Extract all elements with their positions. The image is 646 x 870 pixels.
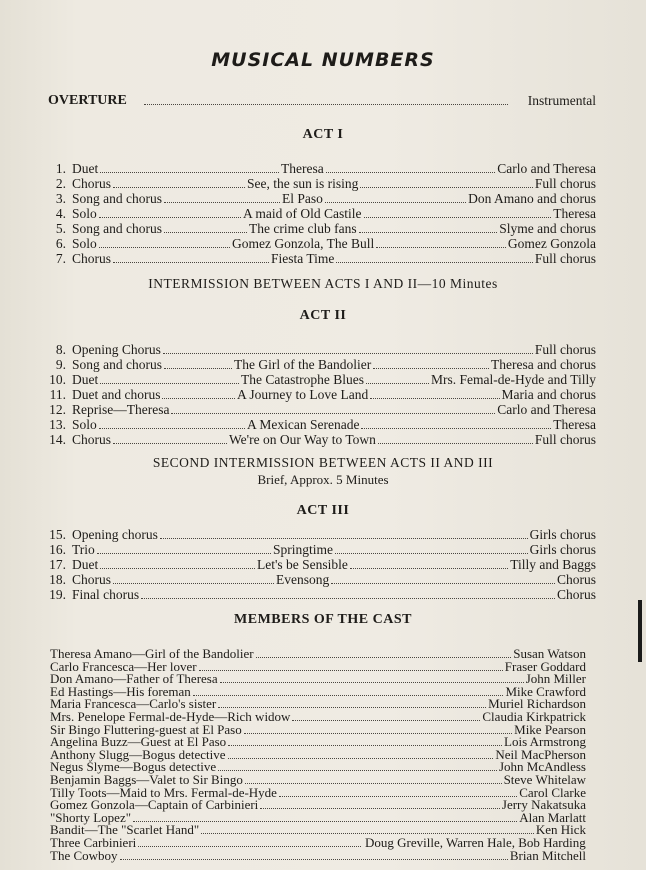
cast-actor: Fraser Goddard bbox=[504, 659, 586, 674]
number-cast: Theresa bbox=[553, 417, 596, 432]
act3-heading: ACT III bbox=[296, 503, 350, 518]
number-cast: Mrs. Femal-de-Hyde and Tilly bbox=[431, 372, 596, 387]
number-row bbox=[48, 207, 596, 221]
number-row bbox=[48, 252, 596, 266]
cast-actor: Claudia Kirkpatrick bbox=[482, 709, 586, 724]
dot-leader bbox=[325, 202, 466, 203]
number-row bbox=[48, 358, 596, 372]
number-title: Let's be Sensible bbox=[257, 557, 348, 572]
number-type: Duet bbox=[72, 161, 99, 176]
number-index: 10. bbox=[49, 372, 66, 387]
number-title: Evensong bbox=[276, 572, 330, 587]
intermission2-title: SECOND INTERMISSION BETWEEN ACTS II AND III bbox=[152, 455, 494, 470]
number-cast: Tilly and Baggs bbox=[510, 557, 596, 572]
number-index: 12. bbox=[49, 402, 66, 417]
number-type: Reprise—Theresa bbox=[72, 402, 170, 417]
dot-leader bbox=[244, 733, 512, 734]
number-index: 3. bbox=[55, 191, 66, 206]
dot-leader bbox=[260, 808, 500, 809]
cast-actor: Steve Whitelaw bbox=[503, 772, 586, 787]
cast-heading: MEMBERS OF THE CAST bbox=[234, 612, 412, 627]
number-row bbox=[48, 573, 596, 587]
number-index: 4. bbox=[55, 206, 66, 221]
dot-leader bbox=[279, 796, 517, 797]
number-row bbox=[48, 373, 596, 387]
act1-heading: ACT I bbox=[302, 127, 344, 142]
number-type: Opening chorus bbox=[72, 527, 158, 542]
number-cast: Maria and chorus bbox=[501, 387, 596, 402]
number-cast: Full chorus bbox=[534, 176, 596, 191]
cast-actor: Ken Hick bbox=[535, 822, 586, 837]
dot-leader bbox=[99, 428, 245, 429]
dot-leader bbox=[164, 232, 247, 233]
number-row bbox=[48, 418, 596, 432]
number-cast: Slyme and chorus bbox=[499, 221, 596, 236]
cast-role: Sir Bingo Fluttering-guest at El Paso bbox=[50, 722, 242, 737]
dot-leader bbox=[141, 598, 555, 599]
cast-role: Ed Hastings—His foreman bbox=[50, 684, 191, 699]
cast-actor: Alan Marlatt bbox=[519, 810, 586, 825]
number-row bbox=[48, 388, 596, 402]
dot-leader bbox=[360, 187, 533, 188]
number-row bbox=[48, 192, 596, 206]
cast-role: Anthony Slugg—Bogus detective bbox=[50, 747, 226, 762]
number-type: Duet bbox=[72, 372, 99, 387]
number-index: 1. bbox=[55, 161, 66, 176]
dot-leader bbox=[193, 695, 503, 696]
number-title: We're on Our Way to Town bbox=[229, 432, 376, 447]
number-index: 5. bbox=[55, 221, 66, 236]
dot-leader bbox=[370, 398, 500, 399]
dot-leader bbox=[120, 859, 508, 860]
number-row bbox=[48, 177, 596, 191]
dot-leader bbox=[199, 670, 503, 671]
number-index: 16. bbox=[49, 542, 66, 557]
intermission2-subtitle: Brief, Approx. 5 Minutes bbox=[257, 472, 389, 487]
cast-role: Benjamin Baggs—Valet to Sir Bingo bbox=[50, 772, 243, 787]
number-title: See, the sun is rising bbox=[247, 176, 359, 191]
number-type: Opening Chorus bbox=[72, 342, 161, 357]
dot-leader bbox=[164, 368, 232, 369]
dot-leader bbox=[99, 217, 241, 218]
number-cast: Full chorus bbox=[534, 251, 596, 266]
dot-leader bbox=[364, 217, 551, 218]
number-title: A maid of Old Castile bbox=[243, 206, 362, 221]
dot-leader bbox=[113, 443, 227, 444]
number-cast: Don Amano and chorus bbox=[468, 191, 596, 206]
dot-leader bbox=[361, 428, 551, 429]
number-row bbox=[48, 237, 596, 251]
number-title: The Catastrophe Blues bbox=[241, 372, 364, 387]
cast-actor: Brian Mitchell bbox=[509, 848, 586, 863]
dot-leader bbox=[373, 368, 489, 369]
number-title: The crime club fans bbox=[249, 221, 357, 236]
number-index: 8. bbox=[55, 342, 66, 357]
dot-leader bbox=[100, 172, 279, 173]
dot-leader bbox=[326, 172, 495, 173]
number-type: Song and chorus bbox=[72, 221, 162, 236]
dot-leader bbox=[113, 187, 245, 188]
number-type: Chorus bbox=[72, 176, 112, 191]
number-title: A Journey to Love Land bbox=[237, 387, 369, 402]
number-cast: Chorus bbox=[556, 572, 596, 587]
cast-role: Mrs. Penelope Fermal-de-Hyde—Rich widow bbox=[50, 709, 291, 724]
dot-leader bbox=[160, 538, 528, 539]
page-title: MUSICAL NUMBERS bbox=[211, 49, 435, 71]
number-row bbox=[48, 403, 596, 417]
cast-role: Negus Slyme—Bogus detective bbox=[50, 759, 217, 774]
number-row bbox=[48, 528, 596, 542]
dot-leader bbox=[163, 353, 533, 354]
dot-leader bbox=[144, 104, 508, 105]
cast-role: Bandit—The "Scarlet Hand" bbox=[50, 822, 200, 837]
number-index: 13. bbox=[49, 417, 66, 432]
cast-actor: Mike Pearson bbox=[514, 722, 586, 737]
cast-actor: Susan Watson bbox=[513, 646, 586, 661]
intermission1-text: INTERMISSION BETWEEN ACTS I AND II—10 Minutes bbox=[148, 276, 498, 291]
number-index: 6. bbox=[55, 236, 66, 251]
number-cast: Full chorus bbox=[534, 432, 596, 447]
dot-leader bbox=[359, 232, 497, 233]
number-cast: Carlo and Theresa bbox=[497, 402, 596, 417]
cast-role: Angelina Buzz—Guest at El Paso bbox=[50, 734, 227, 749]
dot-leader bbox=[245, 783, 502, 784]
cast-actor: Neil MacPherson bbox=[495, 747, 586, 762]
overture-row bbox=[48, 94, 596, 108]
cast-role: Don Amano—Father of Theresa bbox=[50, 671, 218, 686]
dot-leader bbox=[218, 707, 486, 708]
cast-role: "Shorty Lopez" bbox=[50, 810, 132, 825]
number-cast: Full chorus bbox=[534, 342, 596, 357]
dot-leader bbox=[100, 383, 239, 384]
number-type: Solo bbox=[72, 417, 97, 432]
number-cast: Girls chorus bbox=[529, 542, 596, 557]
dot-leader bbox=[256, 657, 511, 658]
number-title: Springtime bbox=[273, 542, 333, 557]
number-index: 9. bbox=[55, 357, 66, 372]
number-type: Solo bbox=[72, 206, 97, 221]
number-index: 17. bbox=[49, 557, 66, 572]
dot-leader bbox=[336, 262, 533, 263]
dot-leader bbox=[164, 202, 280, 203]
number-row bbox=[48, 433, 596, 447]
number-type: Duet bbox=[72, 557, 99, 572]
number-index: 18. bbox=[49, 572, 66, 587]
cast-actor: Muriel Richardson bbox=[488, 696, 586, 711]
number-title: A Mexican Serenade bbox=[247, 417, 360, 432]
overture-value: Instrumental bbox=[527, 93, 596, 108]
number-cast: Theresa bbox=[553, 206, 596, 221]
dot-leader bbox=[335, 553, 528, 554]
cast-actor: John Miller bbox=[525, 671, 586, 686]
cast-role: Three Carbinieri bbox=[50, 835, 137, 850]
number-title: Theresa bbox=[281, 161, 324, 176]
number-type: Final chorus bbox=[72, 587, 140, 602]
act2-heading: ACT II bbox=[299, 308, 347, 323]
dot-leader bbox=[218, 770, 497, 771]
cast-role: Maria Francesca—Carlo's sister bbox=[50, 696, 217, 711]
number-cast: Gomez Gonzola bbox=[507, 236, 596, 251]
number-type: Duet and chorus bbox=[72, 387, 161, 402]
dot-leader bbox=[228, 758, 493, 759]
number-index: 15. bbox=[49, 527, 66, 542]
dot-leader bbox=[220, 682, 524, 683]
overture-label: OVERTURE bbox=[48, 93, 127, 108]
dot-leader bbox=[376, 247, 506, 248]
cast-role: The Cowboy bbox=[50, 848, 118, 863]
dot-leader bbox=[201, 833, 534, 834]
number-row bbox=[48, 162, 596, 176]
dot-leader bbox=[138, 846, 361, 847]
cast-multiple: Doug Greville, Warren Hale, Bob Harding bbox=[365, 835, 586, 850]
number-cast: Chorus bbox=[556, 587, 596, 602]
dot-leader bbox=[100, 568, 255, 569]
cast-role: Theresa Amano—Girl of the Bandolier bbox=[50, 646, 254, 661]
number-index: 14. bbox=[49, 432, 66, 447]
cast-actor: Lois Armstrong bbox=[504, 734, 586, 749]
cast-row bbox=[50, 849, 586, 863]
cast-actor: John McAndless bbox=[498, 759, 586, 774]
number-row bbox=[48, 588, 596, 602]
dot-leader bbox=[292, 720, 480, 721]
dot-leader bbox=[331, 583, 555, 584]
page-edge-mark bbox=[638, 600, 642, 662]
number-type: Solo bbox=[72, 236, 97, 251]
number-row bbox=[48, 558, 596, 572]
number-title: Fiesta Time bbox=[271, 251, 335, 266]
number-index: 19. bbox=[49, 587, 66, 602]
number-title: El Paso bbox=[282, 191, 323, 206]
cast-role: Gomez Gonzola—Captain of Carbinieri bbox=[50, 797, 259, 812]
number-index: 11. bbox=[49, 387, 66, 402]
dot-leader bbox=[366, 383, 429, 384]
cast-actor: Mike Crawford bbox=[505, 684, 586, 699]
number-cast: Girls chorus bbox=[529, 527, 596, 542]
dot-leader bbox=[350, 568, 508, 569]
number-type: Chorus bbox=[72, 251, 112, 266]
cast-actor: Jerry Nakatsuka bbox=[501, 797, 586, 812]
cast-role: Tilly Toots—Maid to Mrs. Fermal-de-Hyde bbox=[50, 785, 277, 800]
cast-actor: Carol Clarke bbox=[519, 785, 586, 800]
number-index: 2. bbox=[55, 176, 66, 191]
number-type: Chorus bbox=[72, 432, 112, 447]
dot-leader bbox=[171, 413, 495, 414]
dot-leader bbox=[97, 553, 271, 554]
dot-leader bbox=[378, 443, 533, 444]
number-type: Song and chorus bbox=[72, 191, 162, 206]
cast-row bbox=[50, 836, 586, 850]
number-type: Chorus bbox=[72, 572, 112, 587]
number-row bbox=[48, 343, 596, 357]
number-cast: Theresa and chorus bbox=[491, 357, 596, 372]
dot-leader bbox=[99, 247, 230, 248]
dot-leader bbox=[113, 262, 269, 263]
number-index: 7. bbox=[55, 251, 66, 266]
number-title: Gomez Gonzola, The Bull bbox=[232, 236, 375, 251]
cast-role: Carlo Francesca—Her lover bbox=[50, 659, 197, 674]
number-type: Song and chorus bbox=[72, 357, 162, 372]
number-row bbox=[48, 222, 596, 236]
number-title: The Girl of the Bandolier bbox=[234, 357, 372, 372]
number-cast: Carlo and Theresa bbox=[497, 161, 596, 176]
dot-leader bbox=[162, 398, 235, 399]
dot-leader bbox=[228, 745, 502, 746]
number-row bbox=[48, 543, 596, 557]
number-type: Trio bbox=[72, 542, 95, 557]
dot-leader bbox=[113, 583, 274, 584]
